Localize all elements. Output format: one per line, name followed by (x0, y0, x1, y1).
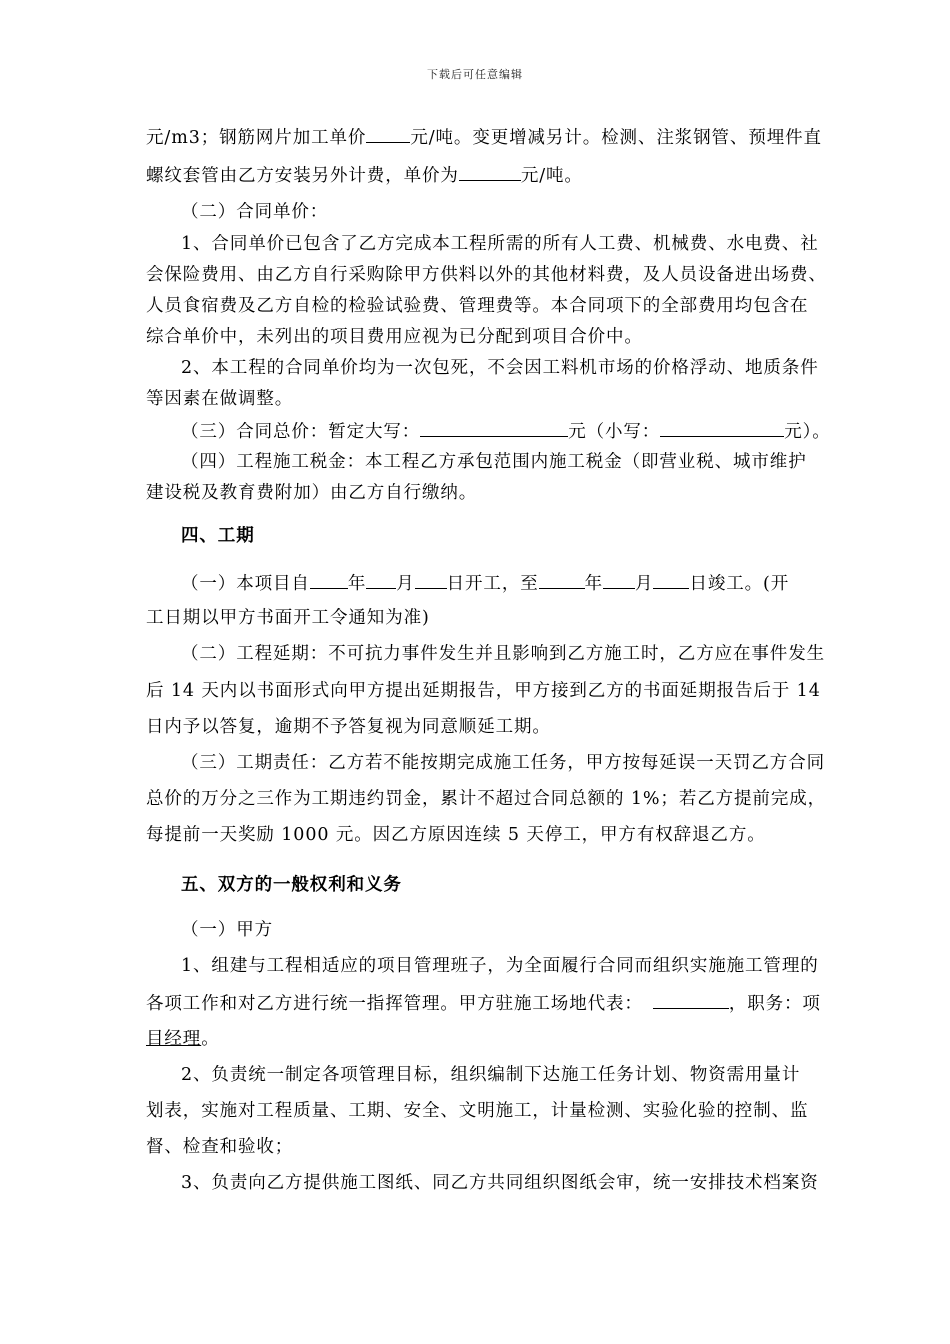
text-line: （三）工期责任：乙方若不能按期完成施工任务，甲方按每延误一天罚乙方合同 (181, 753, 825, 773)
text-line: 人员食宿费及乙方自检的检验试验费、管理费等。本合同项下的全部费用均包含在 (146, 296, 809, 316)
text-line: （二）合同单价： (181, 202, 329, 222)
section-heading: 四、工期 (181, 526, 255, 546)
text-line: 综合单价中，未列出的项目费用应视为已分配到项目合价中。 (146, 327, 643, 347)
text-line: 3、负责向乙方提供施工图纸、同乙方共同组织图纸会审，统一安排技术档案资 (181, 1173, 819, 1193)
text-line: （四）工程施工税金：本工程乙方承包范围内施工税金（即营业税、城市维护 (181, 452, 807, 472)
text-line: 2、负责统一制定各项管理目标，组织编制下达施工任务计划、物资需用量计 (181, 1065, 801, 1085)
text-line: 会保险费用、由乙方自行采购除甲方供料以外的其他材料费，及人员设备进出场费、 (146, 265, 827, 285)
text-line: （二）工程延期：不可抗力事件发生并且影响到乙方施工时，乙方应在事件发生 (181, 644, 825, 664)
text-line: 各项工作和对乙方进行统一指挥管理。甲方驻施工场地代表： ，职务：项 (146, 986, 850, 1018)
page-header: 下载后可任意编辑 (427, 68, 523, 81)
fill-blank[interactable] (653, 986, 729, 1009)
fill-blank[interactable] (415, 566, 447, 589)
text-line: 建设税及教育费附加）由乙方自行缴纳。 (146, 483, 478, 503)
fill-blank[interactable] (366, 566, 396, 589)
text-line: （一）甲方 (181, 920, 273, 940)
text-line: 后 14 天内以书面形式向甲方提出延期报告，甲方接到乙方的书面延期报告后于 14 (146, 681, 821, 701)
fill-blank[interactable] (310, 566, 348, 589)
text-line: 每提前一天奖励 1000 元。因乙方原因连续 5 天停工，甲方有权辞退乙方。 (146, 825, 766, 845)
fill-blank[interactable] (420, 414, 568, 437)
text-line: 元/m3；钢筋网片加工单价 元/吨。变更增减另计。检测、注浆钢管、预埋件直 (146, 120, 850, 152)
text-line: 2、本工程的合同单价均为一次包死，不会因工料机市场的价格浮动、地质条件 (181, 358, 819, 378)
text-line: 日内予以答复，逾期不予答复视为同意顺延工期。 (146, 717, 551, 737)
fill-blank[interactable] (660, 414, 784, 437)
fill-blank[interactable] (603, 566, 635, 589)
text-line: 工日期以甲方书面开工令通知为准) (146, 608, 430, 628)
text-line: （三）合同总价：暂定大写： 元（小写： 元）。 (146, 414, 885, 446)
text-line: 督、检查和验收； (146, 1137, 294, 1157)
fill-blank[interactable] (459, 158, 521, 181)
text-line: 1、合同单价已包含了乙方完成本工程所需的所有人工费、机械费、水电费、社 (181, 234, 819, 254)
fill-blank[interactable] (653, 566, 689, 589)
text-line: 划表，实施对工程质量、工期、安全、文明施工，计量检测、实验化验的控制、监 (146, 1101, 809, 1121)
text-line: 1、组建与工程相适应的项目管理班子，为全面履行合同而组织实施施工管理的 (181, 956, 819, 976)
text-line: 总价的万分之三作为工期违约罚金，累计不超过合同总额的 1%；若乙方提前完成， (146, 789, 827, 809)
section-heading: 五、双方的一般权利和义务 (181, 875, 402, 895)
text-line: 目经理。 (146, 1029, 220, 1049)
text-line: 等因素在做调整。 (146, 389, 294, 409)
text-line: （一）本项目自 年 月 日开工，至 年 月 日竣工。(开 (146, 566, 885, 598)
text-line: 螺纹套管由乙方安装另外计费，单价为 元/吨。 (146, 158, 850, 190)
fill-blank[interactable] (539, 566, 585, 589)
fill-blank[interactable] (366, 120, 410, 143)
